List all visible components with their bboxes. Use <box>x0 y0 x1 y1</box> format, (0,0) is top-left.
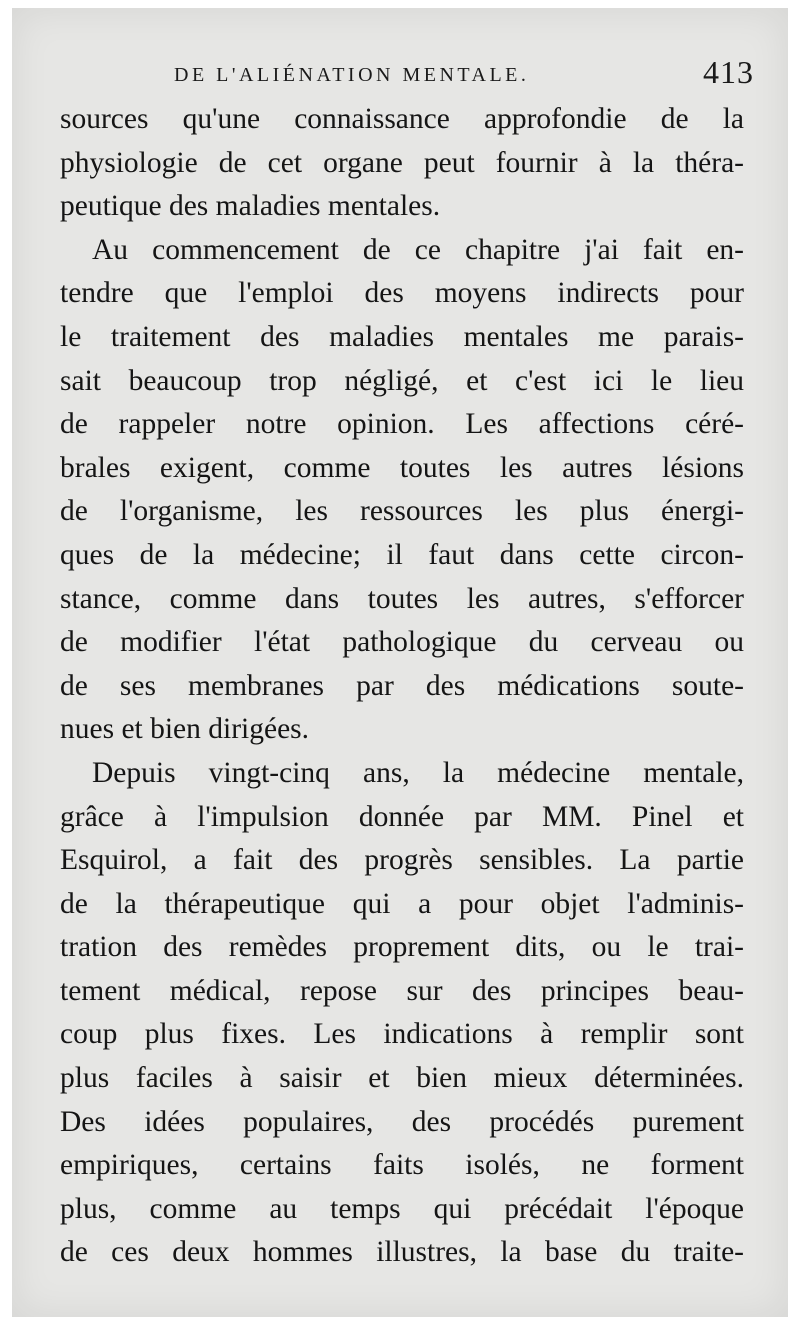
text-line: coup plus fixes. Les indications à remplir sont <box>60 1018 744 1051</box>
page-header <box>174 54 754 100</box>
text-line: de ces deux hommes illustres, la base du traite- <box>60 1236 744 1269</box>
text-line: tendre que l'emploi des moyens indirects pour <box>60 277 744 310</box>
text-line: tration des remèdes proprement dits, ou le trai- <box>60 931 744 964</box>
text-line: Esquirol, a fait des progrès sensibles. La partie <box>60 844 744 877</box>
text-line: de ses membranes par des médications soute- <box>60 669 744 702</box>
text-line: empiriques, certains faits isolés, ne forment <box>60 1149 744 1182</box>
text-line: sources qu'une connaissance approfondie de la <box>60 103 744 135</box>
text-line: peutique des maladies mentales. <box>60 190 441 223</box>
text-line: de la thérapeutique qui a pour objet l'adminis- <box>60 887 744 920</box>
text-line: brales exigent, comme toutes les autres lésions <box>60 451 744 484</box>
text-line: plus, comme au temps qui précédait l'époque <box>60 1192 744 1225</box>
body-text <box>60 98 744 1275</box>
text-line: tement médical, repose sur des principes beau- <box>60 974 744 1007</box>
text-line: le traitement des maladies mentales me parais- <box>60 320 744 353</box>
text-line: plus faciles à saisir et bien mieux déterminées. <box>60 1062 744 1095</box>
text-line: Au commencement de ce chapitre j'ai fait en- <box>92 233 744 266</box>
text-line: physiologie de cet organe peut fournir à la théra- <box>60 146 744 179</box>
text-line: de l'organisme, les ressources les plus énergi- <box>60 495 744 528</box>
text-line: ques de la médecine; il faut dans cette circon- <box>60 538 744 571</box>
text-line: nues et bien dirigées. <box>60 713 310 746</box>
text-line: de rappeler notre opinion. Les affections céré- <box>60 408 744 441</box>
page-number: 413 <box>703 54 754 90</box>
text-line: Depuis vingt-cinq ans, la médecine mentale, <box>92 756 744 789</box>
text-line: de modifier l'état pathologique du cerveau ou <box>60 626 744 659</box>
text-line: Des idées populaires, des procédés purement <box>60 1105 744 1138</box>
running-title: DE L'ALIÉNATION MENTALE. <box>174 64 530 86</box>
text-line: sait beaucoup trop négligé, et c'est ici le lieu <box>60 364 744 397</box>
text-line: stance, comme dans toutes les autres, s'efforcer <box>60 582 744 615</box>
text-line: grâce à l'impulsion donnée par MM. Pinel et <box>60 800 744 833</box>
